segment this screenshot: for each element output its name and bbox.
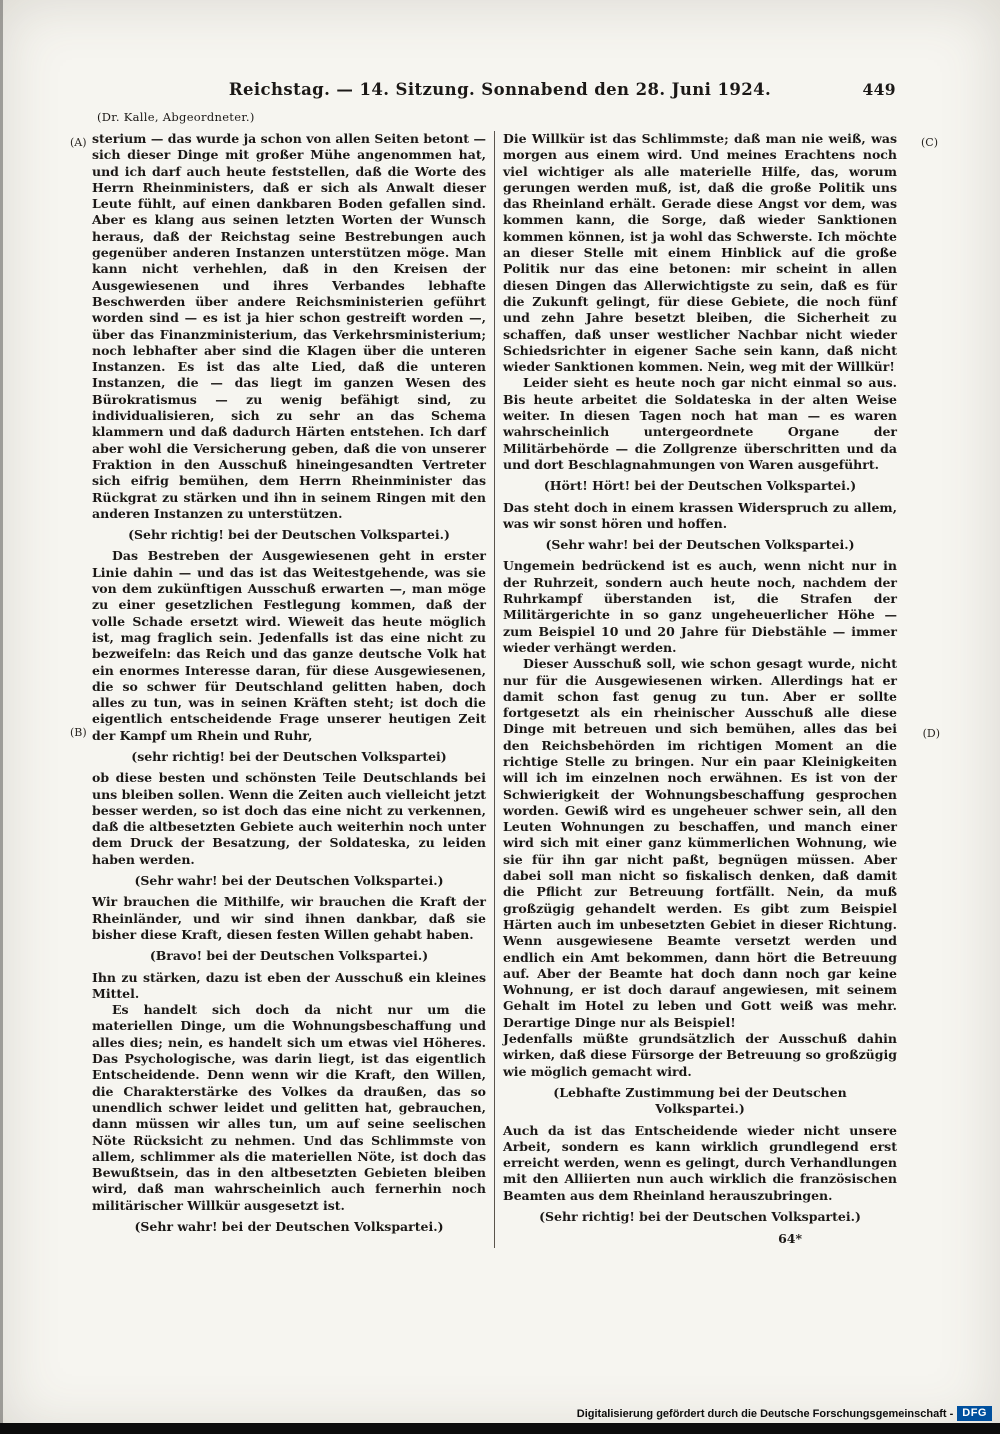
text-columns (92, 131, 897, 1248)
interjection: (Sehr richtig! bei der Deutschen Volkspartei.) (539, 1209, 861, 1224)
paragraph: Wir brauchen die Mithilfe, wir brauchen die Kraft der Rheinländer, und wir sind ihnen dankbar, daß sie bisher diese Kraft, diesen festen Willen gehabt haben. (92, 894, 486, 942)
digitization-note: Digitalisierung gefördert durch die Deutsche Forschungsgemeinschaft - (576, 1407, 954, 1420)
paragraph: Dieser Ausschuß soll, wie schon gesagt wurde, nicht nur für die Ausgewiesenen wirken. Allerdings hat er damit schon fast genug zu tun. Aber er sollte fortgesetzt als ein rheinischer Ausschuß alle diese Dinge mit betreuen und sich bemühen, alles das bei den Reichsbehörden im richtigen Moment an die richtige Stelle zu bringen. Nur ein paar Kleinigkeiten will ich im einzelnen noch erwähnen. Es ist von der Schwierigkeit der Wohnungsbeschaffung gesprochen worden. Gewiß wird es ungeheuer schwer sein, all den Leuten Wohnungen zu beschaffen, und manch einer wird sich mit einer ganz kümmerlichen Wohnung, wie sie für ihn gar nicht paßt, begnügen müssen. Aber dabei soll man nicht so fiskalisch denken, daß damit die Pflicht zur Betreuung fortfällt. Nein, da muß großzügig gehandelt werden. Es gibt zum Beispiel Härten auch im unbesetzten Gebiet in dieser Richtung. Wenn ausgewiesene Beamte versetzt werden und endlich ein Amt bekommen, dann hört die Betreuung auf. Aber der Beamte hat doch dann noch gar keine Wohnung, er ist doch darauf angewiesen, mit seinem Gehalt im Hotel zu leben und Gott weiß was mehr. Derartige Dinge nur als Beispiel! (503, 656, 897, 1030)
interjection: (Sehr wahr! bei der Deutschen Volkspartei.) (545, 537, 855, 553)
paragraph: ob diese besten und schönsten Teile Deutschlands bei uns bleiben sollen. Wenn die Zeiten auch vielleicht jetzt besser werden, so ist doch das eine nicht zu verkennen, daß die altbesetzten Gebiete auch weiterhin noch unter dem Druck der Besatzung, der Soldateska, zu leiden haben werden. (92, 770, 486, 867)
paragraph: Es handelt sich doch da nicht nur um die materiellen Dinge, um die Wohnungsbeschaffung und alles dies; nein, es handelt sich um etwas viel Höheres. Das Psychologische, was darin liegt, ist das eigentlich Entscheidende. Denn wenn wir die Kraft, den Willen, die Charakterstärke des Volkes da draußen, das so unendlich schwer leidet und gelitten hat, gebrauchen, dann müssen wir alles tun, um auf seine seelischen Nöte Rücksicht zu nehmen. Und das Schlimmste von allem, schlimmer als die materiellen Nöte, ist doch das Bewußtsein, das in den altbesetzten Gebieten bleiben wird, daß man wahrscheinlich auch fernerhin noch militärischer Willkür ausgesetzt ist. (92, 1002, 486, 1213)
margin-marker-b: (B) (70, 726, 87, 739)
printer-signature: 64* (778, 1231, 802, 1247)
paragraph: Ungemein bedrückend ist es auch, wenn nicht nur in der Ruhrzeit, sondern auch heute noch, nachdem der Ruhrkampf überstanden ist, die Strafen der Militärgerichte in so ganz ungeheuerlicher Höhe — zum Beispiel 10 und 20 Jahre für Diebstähle — immer wieder verhängt werden. (503, 558, 897, 655)
scan-bottom-edge (0, 1423, 1000, 1434)
paragraph: Das steht doch in einem krassen Widerspruch zu allem, was wir sonst hören und hoffen. (503, 499, 897, 531)
interjection: (Hört! Hört! bei der Deutschen Volkspartei.) (543, 478, 857, 494)
page-title: Reichstag. — 14. Sitzung. Sonnabend den 28. Juni 1924. (228, 80, 772, 99)
interjection: (Bravo! bei der Deutschen Volkspartei.) (149, 948, 429, 964)
interjection: (Lebhafte Zustimmung bei der Deutschen Volkspartei.) (553, 1084, 847, 1117)
paragraph: Leider sieht es heute noch gar nicht einmal so aus. Bis heute arbeitet die Soldateska in der alten Weise weiter. In diesen Tagen noch hat man — es waren wahrscheinlich untergeordnete Organe der Militärbehörde — die Zollgrenze überschritten und da und dort Beschlagnahmungen von Waren ausgeführt. (503, 375, 897, 472)
interjection: (sehr richtig! bei der Deutschen Volkspartei) (131, 748, 447, 764)
paragraph: Ihn zu stärken, dazu ist eben der Ausschuß ein kleines Mittel. (92, 969, 486, 1001)
interjection: (Sehr richtig! bei der Deutschen Volkspartei.) (128, 527, 450, 543)
dfg-logo: DFG (957, 1406, 992, 1421)
margin-marker-c: (C) (921, 136, 938, 149)
digitization-footer (577, 1406, 992, 1421)
paragraph: Jedenfalls müßte grundsätzlich der Ausschuß dahin wirken, daß diese Fürsorge der Betreuung so großzügig wie möglich gemacht wird. (503, 1031, 897, 1079)
column-divider (494, 131, 495, 1248)
margin-marker-d: (D) (922, 727, 940, 740)
margin-marker-a: (A) (70, 136, 87, 149)
scan-left-edge (0, 0, 3, 1434)
paragraph: sterium — das wurde ja schon von allen Seiten betont — sich dieser Dinge mit großer Mühe angenommen hat, und ich darf auch heute feststellen, daß die Worte des Herrn Rheinministers, daß er sich als Anwalt dieser Leute fühlt, auf einen dankbaren Boden gefallen sind. Aber es klang aus seinen letzten Worten der Wunsch heraus, daß der Reichstag seine Bestrebungen auch gegenüber anderen Instanzen unterstützen möge. Man kann nicht verhehlen, daß in den Kreisen der Ausgewiesenen und ihres Verbandes lebhafte Beschwerden über andere Reichsministerien geführt worden sind — es ist ja hier schon gestreift worden —, über das Finanzministerium, das Verkehrsministerium; noch lebhafter aber sind die Klagen über die unteren Instanzen. Es ist das alte Lied, daß die unteren Instanzen, die — das liegt im ganzen Wesen des Bürokratismus — zu wenig befähigt sind, zu individualisieren, sich zu sehr an das Schema klammern und daß dadurch Härten entstehen. Ich darf aber wohl die Versicherung geben, daß die von unserer Fraktion in den Ausschuß hineingesandten Vertreter sich eifrig bemühen, dem Herrn Rheinminister das Rückgrat zu stärken und ihn in seinem Ringen mit den anderen Instanzen zu unterstützen. (92, 131, 486, 521)
interjection: (Sehr wahr! bei der Deutschen Volkspartei.) (134, 1219, 444, 1234)
left-column (92, 131, 486, 1248)
interjection: (Sehr wahr! bei der Deutschen Volkspartei.) (134, 873, 444, 889)
page-number: 449 (862, 80, 896, 99)
page-header (0, 80, 1000, 99)
speaker-note: (Dr. Kalle, Abgeordneter.) (97, 110, 255, 124)
paragraph: Das Bestreben der Ausgewiesenen geht in erster Linie dahin — und das ist das Weitestgehende, was sie von dem zukünftigen Ausschuß erwarten —, man möge zu einer gesetzlichen Festlegung kommen, daß der volle Schade ersetzt wird. Wieweit das heute möglich ist, mag fraglich sein. Jedenfalls ist das eine nicht zu bezweifeln: das Reich und das ganze deutsche Volk hat ein enormes Interesse daran, für diese Ausgewiesenen, die so schwer für Deutschland gelitten haben, doch alles zu tun, was in seinen Kräften steht; ist doch die eigentlich entscheidende Frage unserer heutigen Zeit der Kampf um Rhein und Ruhr, (92, 548, 486, 743)
paragraph: Die Willkür ist das Schlimmste; daß man nie weiß, was morgen aus einem wird. Und meines Erachtens noch viel wichtiger als alle materielle Hilfe, das, worum gerungen werden muß, ist, daß die große Politik uns das Rheinland erhält. Gerade diese Angst vor dem, was kommen kann, die Sorge, daß wieder Sanktionen kommen können, ist ja wohl das Schwerste. Ich möchte an dieser Stelle mit einem Hinblick auf die große Politik nur das eine betonen: mir scheint in allen diesen Dingen das Allerwichtigste zu sein, daß es für die Zukunft gelingt, für diese Gebiete, die noch fünf und zehn Jahre besetzt bleiben, die Sicherheit zu schaffen, daß unser westlicher Nachbar nicht wieder Schiedsrichter in eigener Sache sein kann, daß nicht wieder Sanktionen kommen. Nein, weg mit der Willkür! (503, 131, 897, 375)
right-column (503, 131, 897, 1248)
paragraph: Auch da ist das Entscheidende wieder nicht unsere Arbeit, sondern es kann wirklich grundlegend erst erreicht werden, wenn es gelingt, durch Verhandlungen mit den Alliierten nun auch wirklich die französischen Beamten aus dem Rheinland herauszubringen. (503, 1122, 897, 1203)
